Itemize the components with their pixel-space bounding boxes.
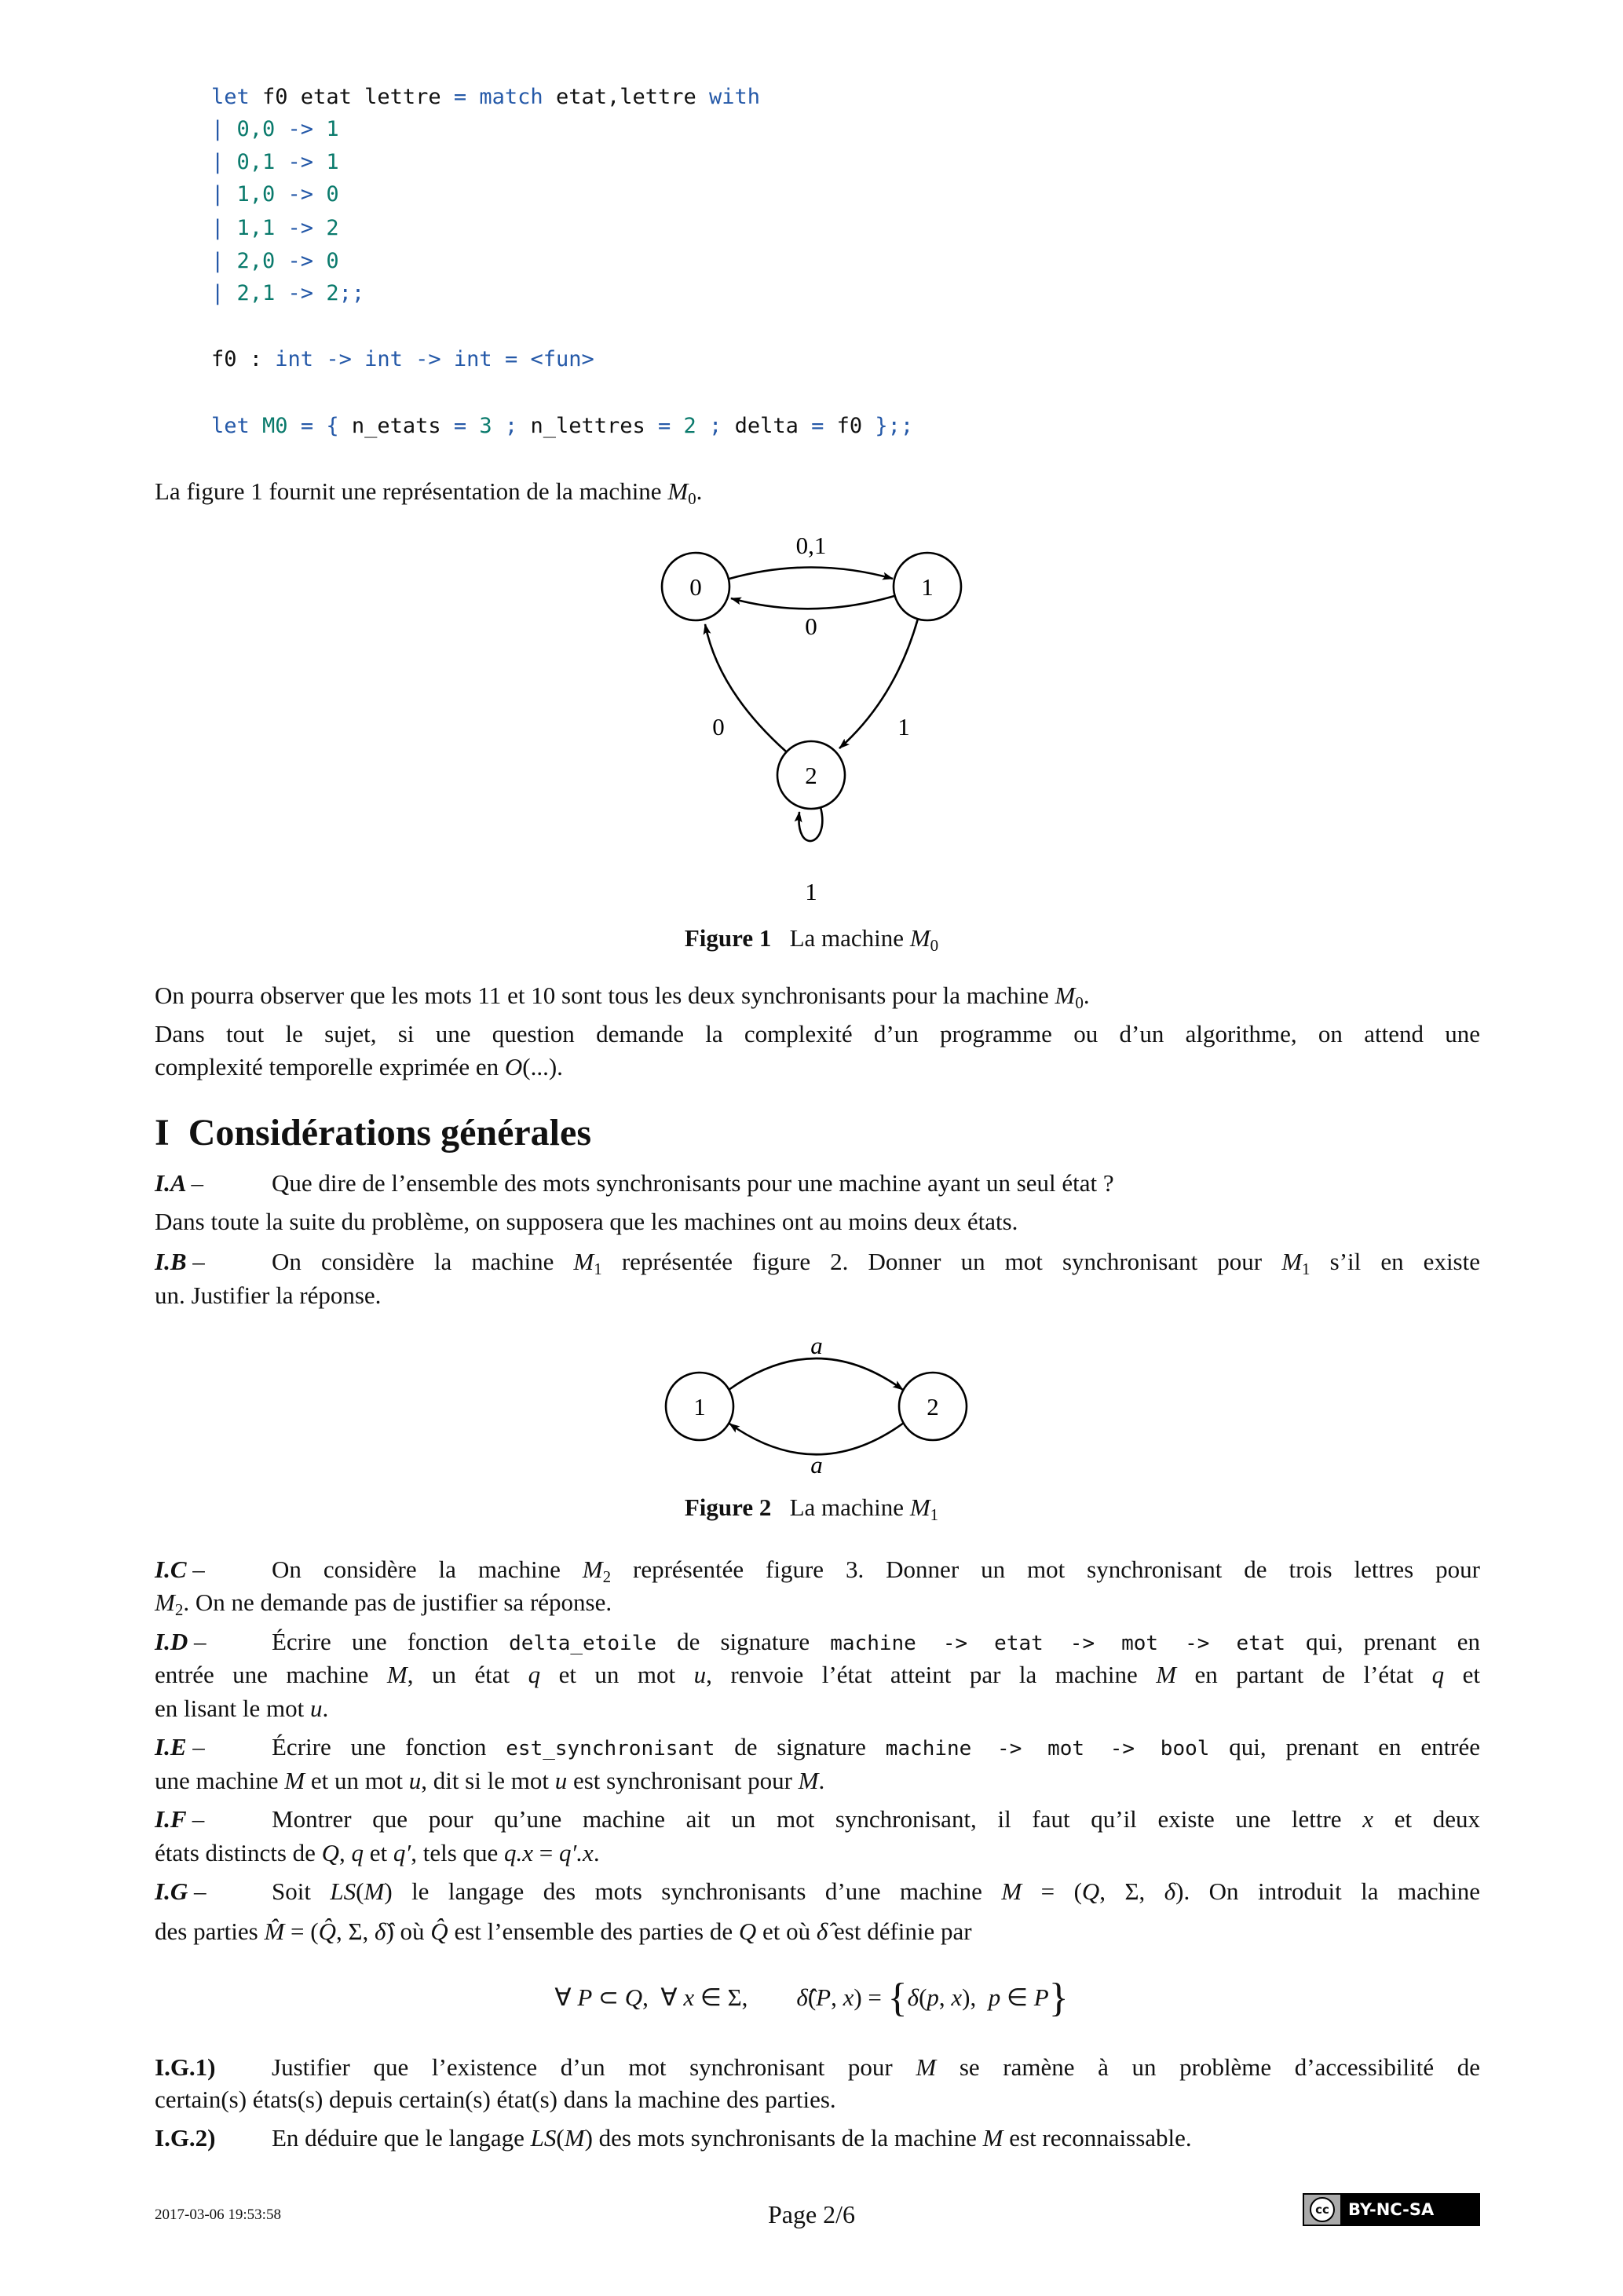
formula-token: δ̂ <box>796 1983 808 2011</box>
text-segment: u <box>693 1661 707 1688</box>
text-segment: O <box>504 1053 523 1080</box>
formula-token: p <box>927 1983 939 2011</box>
formula-token: , <box>938 1983 952 2011</box>
text-segment: M <box>564 2124 585 2152</box>
code-token: = <box>492 347 531 371</box>
text-line <box>155 1018 1480 1051</box>
text-segment: , <box>339 1839 352 1866</box>
text-segment: Q <box>1081 1877 1100 1905</box>
text-segment: M <box>667 477 689 505</box>
question-label-if: I.F – <box>155 1805 205 1833</box>
text-segment: M <box>982 2124 1003 2152</box>
text-line <box>155 1692 1480 1725</box>
code-token: -> <box>313 347 365 371</box>
code-token <box>466 85 479 109</box>
state-1-label: 1 <box>921 573 934 601</box>
code-token: 1 <box>326 117 339 141</box>
code-token <box>250 414 262 438</box>
code-token: -> <box>275 216 327 240</box>
cc-logo-icon: cc <box>1304 2195 1340 2225</box>
text-segment: Écrire une fonction <box>272 1733 506 1760</box>
code-line <box>211 213 339 244</box>
text-segment: Dans tout le sujet, si une question demande la complexité d’un programme ou d’un algorithme, on attend une <box>155 1020 1480 1047</box>
text-segment: est l’ensemble des parties de <box>448 1918 739 1945</box>
text-segment: ). On introduit la machine <box>1175 1877 1480 1905</box>
state-0-label: 0 <box>689 573 702 601</box>
text-segment: ) où <box>386 1918 431 1945</box>
text-segment: M <box>155 1589 175 1616</box>
state-1 <box>894 553 961 620</box>
text-segment: s’il en existe <box>1310 1248 1480 1275</box>
text-segment: M <box>582 1556 603 1583</box>
text-segment: = ( <box>284 1918 319 1945</box>
edge-label-bottom: a <box>810 1451 823 1479</box>
text-segment: . <box>818 1767 825 1794</box>
text-segment: un. Justifier la réponse. <box>155 1281 382 1309</box>
code-token: delta <box>734 414 812 438</box>
code-token: match <box>479 85 543 109</box>
text-segment: 1 <box>594 1260 602 1278</box>
edge-label-1-0: 0 <box>805 612 817 640</box>
edge-1-to-0 <box>731 596 894 609</box>
text-segment: ) des mots synchronisants de la machine <box>584 2124 983 2152</box>
formula-token: { <box>887 1976 908 2020</box>
text-segment: delta_etoile <box>509 1632 656 1655</box>
text-segment: La figure 1 fournit une représentation de la machine <box>155 477 668 505</box>
formula-token: ∈ Σ, <box>694 1983 797 2011</box>
text-segment: 1 <box>1302 1260 1310 1278</box>
text-segment: 0 <box>688 489 696 508</box>
formula-token: ∈ <box>1000 1983 1034 2011</box>
license-text: BY-NC-SA <box>1348 2200 1435 2219</box>
footer-date: 2017-03-06 19:53:58 <box>155 2206 281 2223</box>
text-segment: est reconnaissable. <box>1003 2124 1192 2152</box>
code-token: -> <box>275 182 327 207</box>
question-label-ie: I.E – <box>155 1733 205 1760</box>
formula-token: ), <box>962 1983 989 2011</box>
text-segment: qui, prenant en <box>1285 1628 1480 1655</box>
text-line <box>155 1586 1480 1626</box>
text-segment: On considère la machine <box>272 1556 583 1583</box>
text-line <box>155 1837 1480 1870</box>
text-line <box>155 1915 1480 1948</box>
code-token: 0,1 <box>236 150 276 174</box>
edge-label-2-0: 0 <box>712 713 725 740</box>
text-segment: Soit <box>272 1877 331 1905</box>
text-segment: ( <box>356 1877 364 1905</box>
text-segment: M <box>364 1877 385 1905</box>
text-segment: entrée une machine <box>155 1661 387 1688</box>
text-line <box>272 2122 1480 2155</box>
text-segment: une machine <box>155 1767 285 1794</box>
state-1-label: 1 <box>693 1393 706 1420</box>
edge-2-to-0 <box>705 624 786 751</box>
text-segment: . <box>322 1695 329 1722</box>
code-token: -> <box>275 150 327 174</box>
text-segment: M <box>1156 1661 1177 1688</box>
text-segment: On pourra observer que les mots 11 et 10 sont tous les deux synchronisants pour la machine <box>155 982 1055 1009</box>
formula-token: } <box>1048 1976 1069 2020</box>
text-segment: Q̂ <box>318 1918 336 1945</box>
formula-token: δ <box>907 1983 919 2011</box>
state-2 <box>777 741 845 809</box>
section-title: Considérations générales <box>188 1112 591 1153</box>
text-segment: Que dire de l’ensemble des mots synchronisants pour une machine ayant un seul état ? <box>272 1169 1114 1197</box>
formula-token: ( <box>919 1983 927 2011</box>
code-line <box>211 114 339 145</box>
text-segment: et deux <box>1373 1805 1480 1833</box>
text-segment: On considère la machine <box>272 1248 574 1275</box>
text-segment: , un état <box>407 1661 528 1688</box>
code-line <box>211 246 339 277</box>
code-token: int <box>453 347 492 371</box>
formula-token: Q <box>624 1983 643 2011</box>
formula-token: ∀ <box>554 1983 578 2011</box>
code-token: | <box>211 249 237 273</box>
code-token: = <box>811 414 837 438</box>
text-segment: u <box>408 1767 422 1794</box>
code-token: -> <box>275 117 327 141</box>
text-segment: , Σ, <box>1099 1877 1164 1905</box>
text-line <box>155 1051 1480 1084</box>
code-token: = <box>453 414 480 438</box>
formula-token: x <box>951 1983 963 2011</box>
code-token: etat,lettre <box>543 85 710 109</box>
code-token: 0 <box>326 249 339 273</box>
text-segment: certain(s) états(s) depuis certain(s) état(s) dans la machine des parties. <box>155 2086 836 2113</box>
question-label-ig2: I.G.2) <box>155 2124 216 2152</box>
code-token: n_lettres <box>530 414 659 438</box>
figure-2-caption: Figure 2 La machine M1 <box>684 1493 939 1524</box>
formula-token: x <box>843 1983 854 2011</box>
edge-1-to-2 <box>839 619 918 748</box>
edge-2-to-1 <box>729 1423 904 1454</box>
text-segment: q <box>528 1661 541 1688</box>
code-token: f0 etat lettre <box>249 85 454 109</box>
text-segment: q′.x <box>559 1839 594 1866</box>
question-label-id: I.D – <box>155 1628 207 1655</box>
text-segment: , Σ, <box>336 1918 375 1945</box>
text-segment: u <box>310 1695 323 1722</box>
code-line <box>211 278 364 309</box>
text-segment: M <box>284 1767 305 1794</box>
question-label-ig: I.G – <box>155 1877 207 1905</box>
license-badge <box>1303 2193 1480 2226</box>
text-segment: M <box>1001 1877 1022 1905</box>
text-segment: M <box>386 1661 408 1688</box>
text-segment: est synchronisant pour <box>567 1767 799 1794</box>
formula-token: p <box>988 1983 1001 2011</box>
code-token: 1,0 <box>236 182 276 207</box>
code-token: ; <box>492 414 531 438</box>
figure-2-diagram <box>666 1358 967 1454</box>
text-segment: représentée figure 3. Donner un mot synchronisant de trois lettres pour <box>611 1556 1480 1583</box>
text-segment: Montrer que pour qu’une machine ait un mot synchronisant, il faut qu’il existe une lettre <box>272 1805 1363 1833</box>
text-segment: δ̂ <box>375 1918 386 1945</box>
text-segment: Justifier que l’existence d’un mot synchronisant pour <box>272 2053 916 2081</box>
question-label-ic: I.C – <box>155 1556 205 1583</box>
text-segment: q <box>1431 1661 1445 1688</box>
text-segment: M̂ <box>264 1918 285 1945</box>
code-token: 0 <box>326 182 339 207</box>
text-segment: Q <box>321 1839 340 1866</box>
text-segment: est définie par <box>828 1918 972 1945</box>
text-segment: de signature <box>656 1628 831 1655</box>
code-token: = { <box>287 414 352 438</box>
text-segment: qui, prenant en entrée <box>1209 1733 1481 1760</box>
code-token: 2,0 <box>236 249 276 273</box>
code-token: f0 <box>836 414 875 438</box>
state-2-label: 2 <box>805 762 817 789</box>
code-token: = <box>453 85 467 109</box>
text-segment: 2 <box>602 1567 612 1586</box>
text-segment: q.x <box>504 1839 534 1866</box>
text-segment: Dans toute la suite du problème, on supposera que les machines ont au moins deux états. <box>155 1208 1018 1235</box>
text-line <box>272 1167 1480 1200</box>
section-number: I <box>155 1112 170 1153</box>
text-segment: q <box>351 1839 364 1866</box>
text-segment: . <box>593 1839 600 1866</box>
text-line <box>272 1731 1480 1765</box>
code-token: 2 <box>326 216 339 240</box>
formula-token: ( <box>807 1983 817 2011</box>
text-line <box>272 1625 1480 1660</box>
text-line <box>272 1875 1480 1908</box>
edge-label-1-2: 1 <box>897 713 910 740</box>
state-2 <box>899 1373 967 1440</box>
text-segment: M <box>1281 1248 1303 1275</box>
code-line <box>211 147 339 178</box>
text-segment: et où <box>756 1918 817 1945</box>
code-line <box>211 179 339 210</box>
text-segment: en lisant le mot <box>155 1695 311 1722</box>
code-token: f0 <box>211 347 250 371</box>
text-segment: . On ne demande pas de justifier sa réponse. <box>183 1589 612 1616</box>
text-segment: Écrire une fonction <box>272 1628 510 1655</box>
formula-token: , ∀ <box>642 1983 684 2011</box>
text-line <box>155 979 1480 1019</box>
text-line <box>272 1803 1480 1836</box>
text-segment: 2 <box>174 1600 184 1619</box>
text-segment: , renvoie l’état atteint par la machine <box>706 1661 1157 1688</box>
edge-0-to-1 <box>729 568 893 579</box>
text-line <box>272 2051 1480 2084</box>
code-token: = <box>658 414 684 438</box>
state-1 <box>666 1373 733 1440</box>
text-segment: , tels que <box>411 1839 505 1866</box>
text-segment: se ramène à un problème d’accessibilité de <box>936 2053 1481 2081</box>
text-segment: 0 <box>1075 993 1084 1012</box>
text-segment: δ̂ <box>816 1918 828 1945</box>
code-token: int <box>275 347 314 371</box>
text-segment: ) le langage des mots synchronisants d’une machine <box>384 1877 1002 1905</box>
text-segment: u <box>554 1767 568 1794</box>
edge-label-0-1: 0,1 <box>795 532 827 559</box>
figure-1-caption: Figure 1 La machine M0 <box>684 924 939 955</box>
text-segment: . <box>1083 982 1090 1009</box>
code-token: 3 <box>479 414 492 438</box>
code-token: M0 <box>262 414 288 438</box>
edge-2-self-loop <box>799 807 822 841</box>
display-formula <box>0 1976 1623 2020</box>
code-token: <fun> <box>530 347 594 371</box>
code-token: 0,0 <box>236 117 276 141</box>
text-segment: LS <box>530 2124 557 2152</box>
text-segment: x <box>1362 1805 1374 1833</box>
text-segment: complexité temporelle exprimée en <box>155 1053 505 1080</box>
text-segment: et un mot <box>540 1661 694 1688</box>
text-line <box>155 1764 1480 1797</box>
text-segment: q′ <box>393 1839 411 1866</box>
formula-token: ⊂ <box>592 1983 625 2011</box>
code-token: 1 <box>326 150 339 174</box>
code-token: 1,1 <box>236 216 276 240</box>
code-line <box>211 82 760 113</box>
text-segment: en partant de l’état <box>1176 1661 1432 1688</box>
text-segment: états distincts de <box>155 1839 322 1866</box>
state-0 <box>662 553 729 620</box>
formula-token: ) = <box>854 1983 888 2011</box>
text-segment: des parties <box>155 1918 265 1945</box>
code-token: : <box>249 347 276 371</box>
code-token: with <box>709 85 761 109</box>
text-line <box>155 1205 1480 1238</box>
text-segment: et <box>1444 1661 1480 1688</box>
formula-token: P <box>1033 1983 1049 2011</box>
edge-label-top: a <box>810 1332 823 1359</box>
code-token: | <box>211 182 237 207</box>
code-line <box>211 411 913 442</box>
text-segment: = <box>533 1839 560 1866</box>
question-label-ia: I.A – <box>155 1169 204 1197</box>
formula-token: x <box>683 1983 695 2011</box>
text-segment: M <box>1055 982 1076 1009</box>
code-token: | <box>211 150 237 174</box>
section-heading <box>155 1110 591 1157</box>
text-segment: Q <box>738 1918 757 1945</box>
code-token: -> <box>275 249 327 273</box>
text-segment: ( <box>556 2124 565 2152</box>
text-segment: représentée figure 2. Donner un mot synchronisant pour <box>601 1248 1282 1275</box>
code-token: -> <box>275 281 327 305</box>
code-token: 2 <box>683 414 696 438</box>
text-segment: (...). <box>522 1053 563 1080</box>
text-segment: M <box>573 1248 594 1275</box>
code-token: int <box>364 347 403 371</box>
text-segment: Q̂ <box>430 1918 448 1945</box>
text-line <box>155 1279 1480 1312</box>
text-line <box>155 475 1480 515</box>
text-segment: δ <box>1164 1877 1176 1905</box>
code-token: };; <box>875 414 914 438</box>
state-2-label: 2 <box>927 1393 939 1420</box>
text-segment: machine -> etat -> mot -> etat <box>830 1632 1286 1655</box>
text-segment: et <box>364 1839 393 1866</box>
code-line <box>211 344 594 375</box>
text-line <box>155 2083 1480 2116</box>
text-segment: LS <box>330 1877 356 1905</box>
formula-token: , <box>831 1983 843 2011</box>
text-segment: et un mot <box>305 1767 409 1794</box>
code-token: -> <box>402 347 454 371</box>
formula-token: P <box>816 1983 832 2011</box>
code-token: let <box>211 414 250 438</box>
page-number: Page 2/6 <box>767 2200 856 2228</box>
code-token: | <box>211 216 237 240</box>
edge-1-to-2 <box>729 1358 903 1390</box>
text-segment: . <box>696 477 703 505</box>
text-segment: de signature <box>715 1733 886 1760</box>
code-token: let <box>211 85 250 109</box>
text-segment: = ( <box>1022 1877 1082 1905</box>
text-segment: En déduire que le langage <box>272 2124 531 2152</box>
edge-label-2-2: 1 <box>805 878 817 905</box>
question-label-ig1: I.G.1) <box>155 2053 216 2081</box>
text-segment: M <box>798 1767 819 1794</box>
text-line <box>155 1658 1480 1691</box>
code-token: ; <box>696 414 735 438</box>
text-segment: M <box>916 2053 937 2081</box>
text-segment: machine -> mot -> bool <box>885 1737 1210 1760</box>
formula-token: P <box>577 1983 593 2011</box>
text-segment: est_synchronisant <box>506 1737 715 1760</box>
code-token: n_etats <box>351 414 454 438</box>
code-token: | <box>211 117 237 141</box>
code-token: 2,1 <box>236 281 276 305</box>
code-token: ;; <box>338 281 365 305</box>
text-segment: , dit si le mot <box>421 1767 555 1794</box>
code-token: 2 <box>326 281 339 305</box>
figure-1-diagram <box>662 553 961 841</box>
code-token: | <box>211 281 237 305</box>
question-label-ib: I.B – <box>155 1248 205 1275</box>
